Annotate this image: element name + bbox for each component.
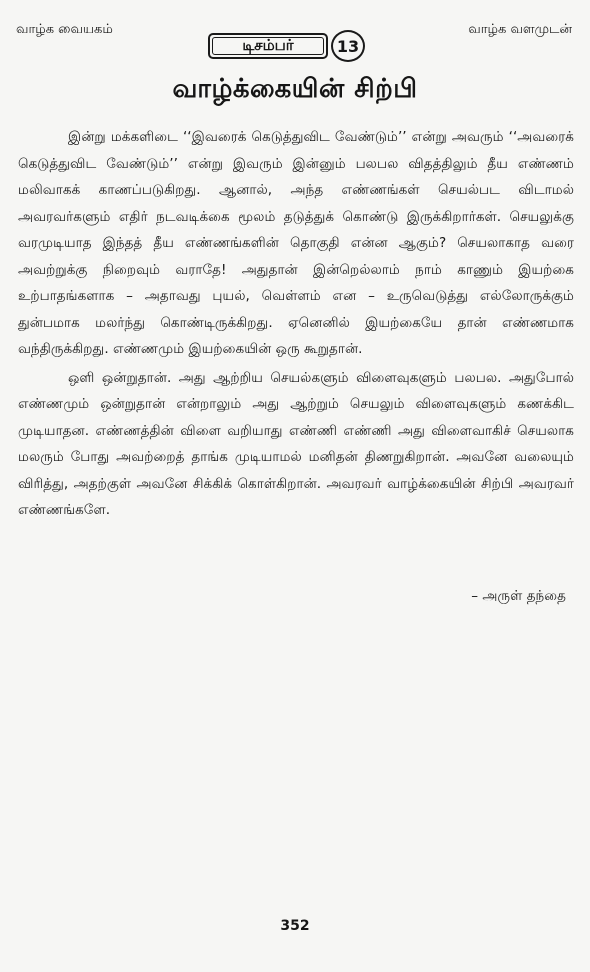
body-text <box>18 124 574 524</box>
day-number-circle <box>331 30 365 62</box>
paragraph-2: ஒளி ஒன்றுதான். அது ஆற்றிய செயல்களும் விளைவுகளும் பலபல. அதுபோல் எண்ணமும் ஒன்றுதான் என்றாலும் அது ஆற்றும் செயலும் விளைவுகளும் கணக்கிட முடியாதன. எண்ணத்தின் விளை வறியாது எண்ணி எண்ணி அது விளைவாகிச் செயலாக மலரும் போது அவற்றைத் தாங்க முடியாமல் மனிதன் திணறுகிறான். அவனே வலையும் விரித்து, அதற்குள் அவனே சிக்கிக் கொள்கிறான். அவரவர் வாழ்க்கையின் சிற்பி அவரவர் எண்ணங்களே. <box>18 369 574 518</box>
bleed-through-text: ⠀ <box>20 92 31 108</box>
month-label-box <box>208 33 328 59</box>
paragraph-1: இன்று மக்களிடை ‘‘இவரைக் கெடுத்துவிட வேண்டும்’’ என்று அவரும் ‘‘அவரைக் கெடுத்துவிட வேண்டும்’’ என்று இவரும் இன்னும் பலபல விதத்திலும் தீய எண்ணம் மலிவாகக் காணப்படுகிறது. ஆனால், அந்த எண்ணங்கள் செயல்பட விடாமல் அவரவர்களும் எதிர் நடவடிக்கை மூலம் தடுத்துக் கொண்டு இருக்கிறார்கள். செயலுக்கு வரமுடியாத இந்தத் தீய எண்ணங்களின் தொகுதி என்ன ஆகும்? செயலாகாத வரை அவற்றுக்கு நிறைவும் வராதே! அதுதான் இன்றெல்லாம் நாம் காணும் இயற்கை உற்பாதங்களாக – அதாவது புயல், வெள்ளம் என – உருவெடுத்து எல்லோருக்கும் துன்பமாக மலர்ந்து கொண்டிருக்கிறது. ஏனெனில் இயற்கையே தான் எண்ணமாக வந்திருக்கிறது. எண்ணமும் இயற்கையின் ஒரு கூறுதான். <box>18 129 574 357</box>
header-right-text: வாழ்க வளமுடன் <box>468 22 572 37</box>
page-number: 352 <box>280 918 310 934</box>
month-label: டிசம்பர் <box>242 36 294 54</box>
day-number: 13 <box>336 36 360 56</box>
header-left-text: வாழ்க வையகம் <box>16 22 113 37</box>
author-signature: – அருள் தந்தை <box>471 588 566 604</box>
page-title: வாழ்க்கையின் சிற்பி <box>172 74 418 104</box>
